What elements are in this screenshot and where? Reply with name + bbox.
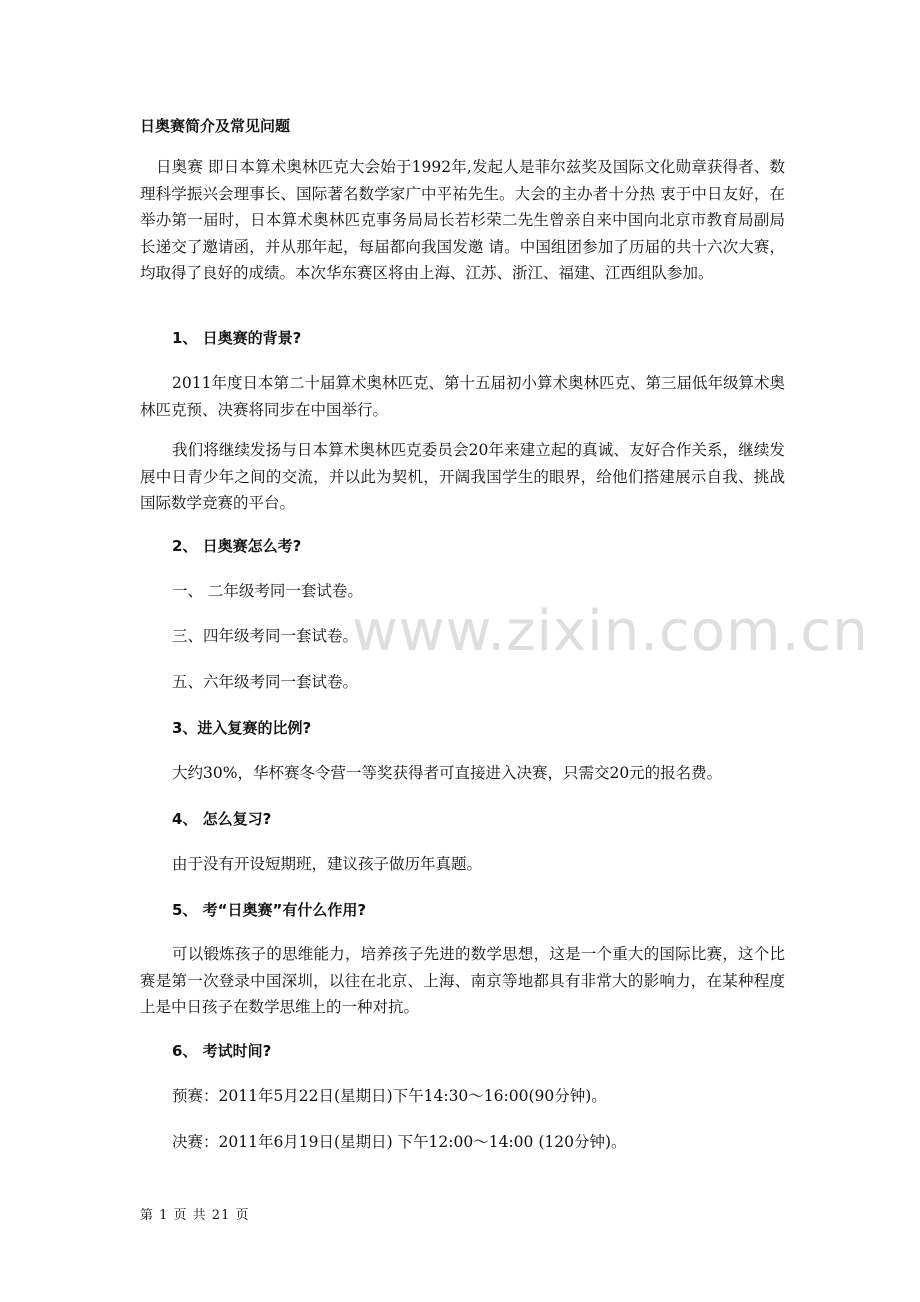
section-1-heading: 1、 日奥赛的背景? xyxy=(172,329,302,347)
section-4-line-1: 由于没有开设短期班，建议孩子做历年真题。 xyxy=(172,855,483,873)
section-6-heading: 6、 考试时间? xyxy=(172,1042,272,1060)
section-5-heading: 5、 考“日奥赛”有什么作用? xyxy=(172,901,367,919)
section-2-line-3: 五、六年级考同一套试卷。 xyxy=(172,673,359,691)
watermark: www.zixin.com.cn xyxy=(352,599,869,664)
section-2-line-1: 一、 二年级考同一套试卷。 xyxy=(172,582,363,600)
section-6-line-2: 决赛：2011年6月19日(星期日) 下午12:00～14:00 (120分钟)。 xyxy=(172,1133,627,1151)
section-6-line-1: 预赛：2011年5月22日(星期日)下午14:30～16:00(90分钟)。 xyxy=(172,1087,607,1105)
section-3-line-1: 大约30%，华杯赛冬令营一等奖获得者可直接进入决赛，只需交20元的报名费。 xyxy=(172,764,723,782)
section-2-line-2: 三、四年级考同一套试卷。 xyxy=(172,627,359,645)
intro-paragraph: 日奥赛 即日本算术奥林匹克大会始于1992年,发起人是菲尔兹奖及国际文化勋章获得者、数理科学振兴会理事长、国际著名数学家广中平祐先生。大会的主办者十分热 衷于中日友好，在举办第一届时，日本算术奥林匹克事务局局长若杉荣二先生曾亲自来中国向北京市教育局副局长递交了邀请函，并从那年起，每届都向我国发邀 请。中国组团参加了历届的共十六次大赛，均取得了良好的成绩。本次华东赛区将由上海、江苏、浙江、福建、江西组队参加。 xyxy=(140,158,785,282)
section-2-heading: 2、 日奥赛怎么考? xyxy=(172,537,302,555)
section-1-paragraph-1: 2011年度日本第二十届算术奥林匹克、第十五届初小算术奥林匹克、第三届低年级算术奥林匹克预、决赛将同步在中国举行。 xyxy=(140,374,785,419)
document-title: 日奥赛简介及常见问题 xyxy=(140,117,291,135)
page-footer: 第 1 页 共 21 页 xyxy=(140,1208,250,1223)
section-5-paragraph-1: 可以锻炼孩子的思维能力，培养孩子先进的数学思想，这是一个重大的国际比赛，这个比赛是第一次登录中国深圳，以往在北京、上海、南京等地都具有非常大的影响力，在某种程度上是中日孩子在数学思维上的一种对抗。 xyxy=(140,945,785,1016)
section-3-heading: 3、进入复赛的比例? xyxy=(172,719,312,737)
section-4-heading: 4、 怎么复习? xyxy=(172,810,272,828)
section-1-paragraph-2: 我们将继续发扬与日本算术奥林匹克委员会20年来建立起的真诚、友好合作关系，继续发展中日青少年之间的交流，并以此为契机，开阔我国学生的眼界，给他们搭建展示自我、挑战国际数学竞赛的平台。 xyxy=(140,441,785,512)
